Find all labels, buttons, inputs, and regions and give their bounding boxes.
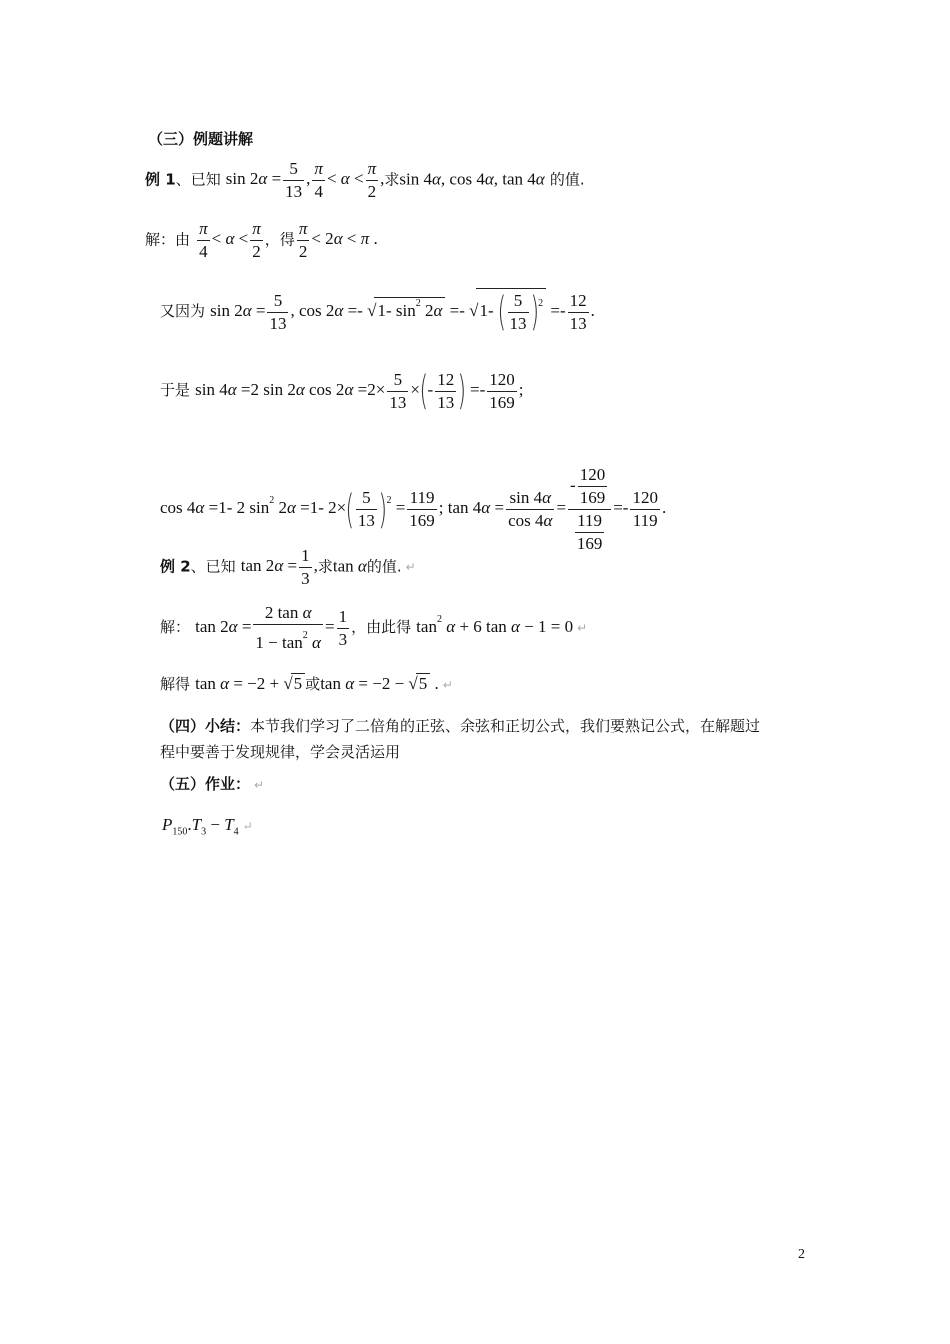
example-2: 例 2、已知 tan 2α = $\frac{1}{3}$ ,求tan α的值. ↵ bbox=[160, 546, 416, 588]
summary-line-1: （四）小结：本节我们学习了二倍角的正弦、余弦和正切公式，我们要熟记公式，在解题过 bbox=[160, 717, 761, 735]
solution-1-line-1: 解：由 $\frac{\pi}{4}$ < α < $\frac{\pi}{2}$ ，得 $\frac{\pi}{2}$ < 2α < π . bbox=[145, 219, 378, 261]
solution-2-line-2: 解得 tan α = −2 + √5 或tan α = −2 − √5 . ↵ bbox=[160, 674, 453, 693]
example-1-label: 例 1 bbox=[145, 170, 176, 189]
example-1: 例 1、已知 sin 2α = $\frac{5}{13}$ , $\frac{\pi}{4}$ < α < $\frac{\pi}{2}$ ,求sin 4α, cos 4α, tan 4α 的值. bbox=[145, 159, 585, 201]
homework-heading: （五）作业： ↵ bbox=[160, 775, 265, 793]
solution-1-line-3: 于是 sin 4α =2 sin 2α cos 2α =2× $\frac{5}{13}$ ×(- $\frac{12}{13}$ ) =- $\frac{120}{169}$ ; bbox=[160, 368, 524, 414]
homework-assignment: $P_{150}.T_3 - T_4$ ↵ bbox=[162, 815, 253, 838]
summary-label: （四）小结： bbox=[160, 717, 251, 735]
solution-1-line-4: cos 4α =1- 2 $\sin^2 2\alpha =1-$ 2×( $\frac{5}{13}$ )$^2$ = $\frac{119}{169}$ ; tan 4α = $\frac{\sin 4\alpha}{\cos 4\alpha}$ = - $\frac{120}{169}$ $\frac{119}{169}$ =- $\frac{120}{119}$ . bbox=[160, 465, 667, 553]
solution-1-line-2: 又因为 sin 2α = $\frac{5}{13}$ , cos 2α =- √1- $\sin^2 2\alpha =- √1-$ ( $\frac{5}{13}$ )$^2$ =- $\frac{12}{13}$ . bbox=[160, 289, 595, 335]
ex1-given: sin 2α = $\frac{5}{13}$ , $\frac{\pi}{4}$ < α < $\frac{\pi}{2}$ , bbox=[225, 159, 385, 201]
page-number: 2 bbox=[798, 1247, 805, 1262]
summary-line-2: 程中要善于发现规律，学会灵活运用 bbox=[160, 743, 401, 761]
example-2-label: 例 2 bbox=[160, 557, 191, 576]
solution-2-line-1: 解： tan 2α = $\frac{\text{2 tan α}}{1 - \tan^2 \alpha}$ = $\frac{1}{3}$ ，由此得 $\tan^2 \alpha + 6$ tan α − 1 = 0 ↵ bbox=[160, 603, 588, 652]
section-heading-examples: （三）例题讲解 bbox=[148, 130, 254, 148]
